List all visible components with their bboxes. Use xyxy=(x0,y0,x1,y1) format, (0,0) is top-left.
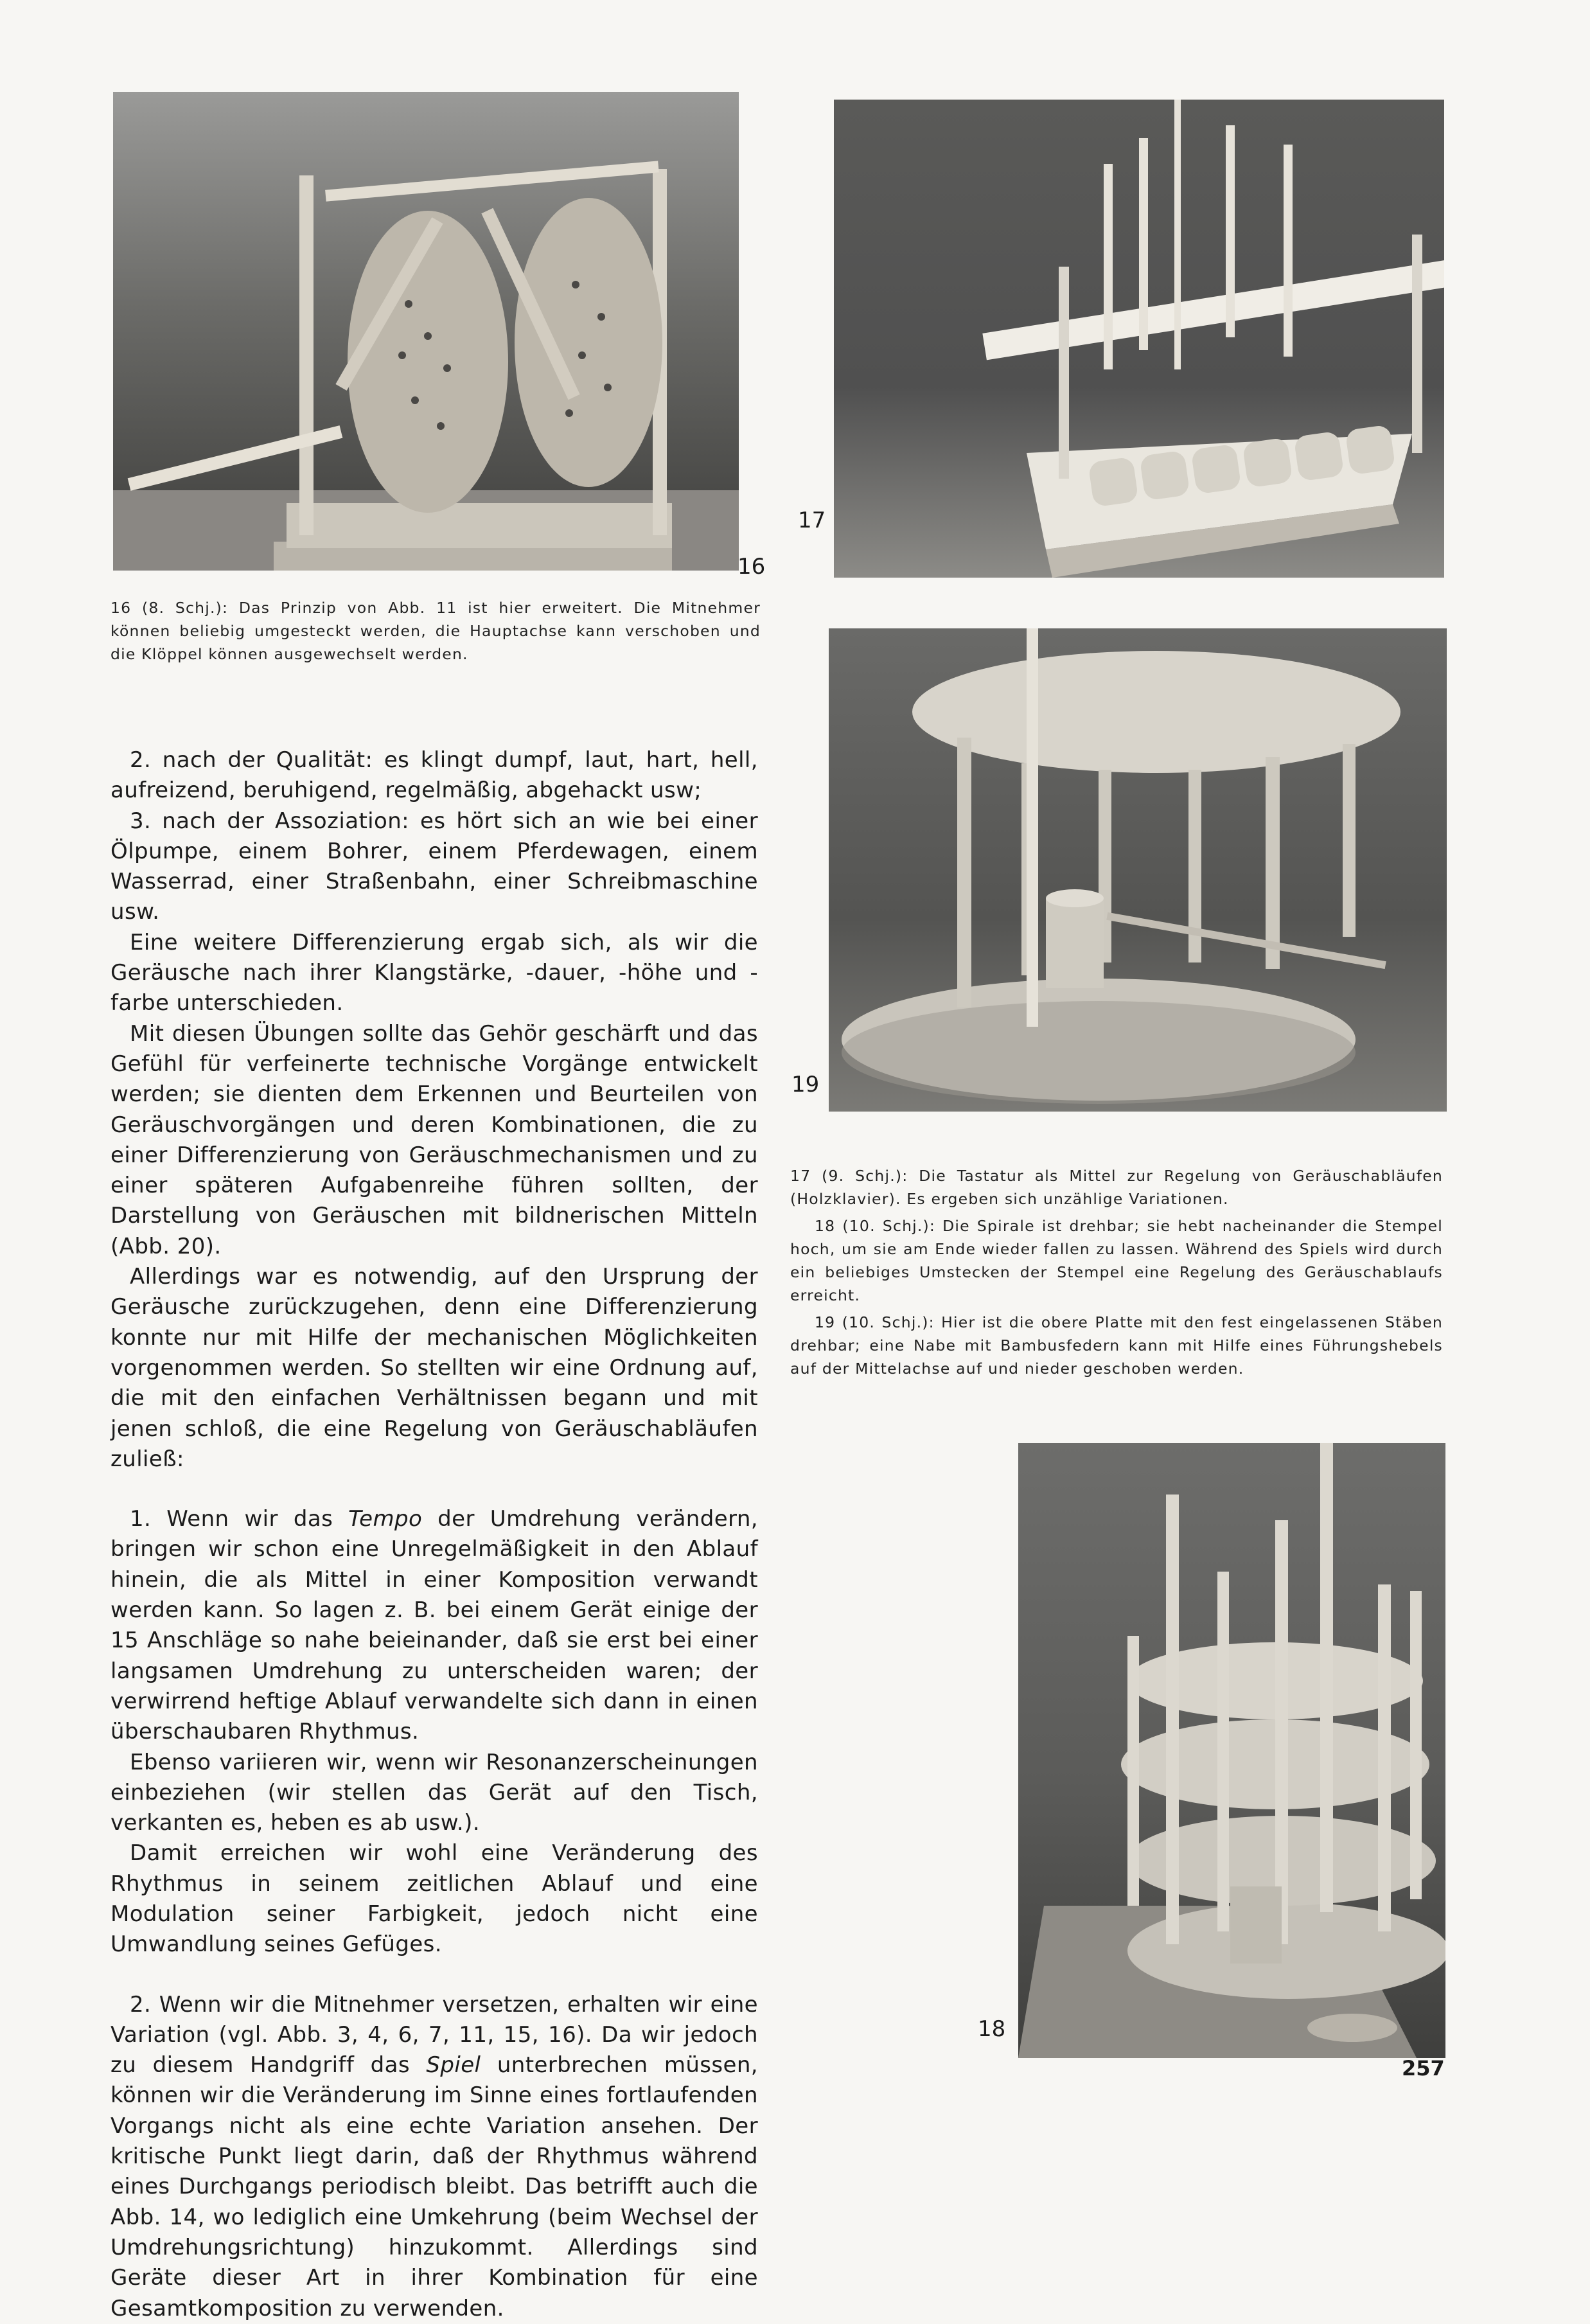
body-text xyxy=(110,745,758,2324)
body-paragraph: Ebenso variieren wir, wenn wir Resonanzerscheinungen einbeziehen (wir stellen das Gerät auf den Tisch, verkanten es, heben es ab usw.). xyxy=(110,1749,758,1836)
figure-18-caption: 18 (10. Schj.): Die Spirale ist drehbar; sie hebt nacheinander die Stempel hoch, um sie am Ende wieder fallen zu lassen. Während des Spiels wird durch ein beliebiges Umstecken der Stempel eine Regelung des Geräuschablaufs erreicht. xyxy=(790,1217,1443,1304)
tempo-emphasis: Tempo xyxy=(348,1506,423,1532)
figure-17-caption: 17 (9. Schj.): Die Tastatur als Mittel zur Regelung von Geräuschabläufen (Holzklavier). Es ergeben sich unzählige Variationen. xyxy=(790,1167,1443,1208)
figure-16-drawing xyxy=(113,92,739,571)
figure-16-caption xyxy=(110,596,761,666)
figure-16-caption-text: 16 (8. Schj.): Das Prinzip von Abb. 11 ist hier erweitert. Die Mitnehmer können beliebig umgesteckt werden, die Hauptachse kann verschoben und die Klöppel können ausgewechselt werden. xyxy=(110,599,761,663)
figure-19-drawing xyxy=(829,628,1447,1112)
figure-18-number: 18 xyxy=(978,2016,1006,2042)
spiel-emphasis: Spiel xyxy=(426,2052,481,2079)
figure-16-photo xyxy=(113,92,739,571)
body-paragraph: 3. nach der Assoziation: es hört sich an wie bei einer Ölpumpe, einem Bohrer, einem Pferdewagen, einem Wasserrad, einer Straßenbahn, einer Schreibmaschine usw. xyxy=(110,808,758,925)
figure-17-photo xyxy=(834,100,1444,578)
body-paragraph: 2. nach der Qualität: es klingt dumpf, laut, hart, hell, aufreizend, beruhigend, regelmäßig, abgehackt usw; xyxy=(110,747,758,804)
section-2-paragraph: 2. Wenn wir die Mitnehmer versetzen, erhalten wir eine Variation (vgl. Abb. 3, 4, 6, 7, 11, 15, 16). Da wir jedoch zu diesem Handgriff das Spiel unterbrechen müssen, können wir die Veränderung im Sinne eines fortlaufenden Vorgangs nicht als eine echte Variation ansehen. Der kritische Punkt liegt darin, daß der Rhythmus während eines Durchgangs periodisch bleibt. Das betrifft auch die Abb. 14, wo lediglich eine Umkehrung (beim Wechsel der Umdrehungsrichtung) hinzukommt. Allerdings sind Geräte dieser Art in ihrer Kombination für eine Gesamtkomposition zu verwenden. xyxy=(110,1991,758,2321)
body-paragraph: Eine weitere Differenzierung ergab sich, als wir die Geräusche nach ihrer Klangstärke, -dauer, -höhe und -farbe unterschieden. xyxy=(110,929,758,1016)
figure-19-photo xyxy=(829,628,1447,1112)
captions-right-column xyxy=(790,1164,1443,1380)
body-paragraph: Damit erreichen wir wohl eine Veränderung des Rhythmus in seinem zeitlichen Ablauf und eine Modulation seiner Farbigkeit, jedoch nicht eine Umwandlung seines Gefüges. xyxy=(110,1840,758,1958)
figure-19-number: 19 xyxy=(791,1072,820,1097)
body-paragraph: Mit diesen Übungen sollte das Gehör geschärft und das Gefühl für verfeinerte technische Vorgänge entwickelt werden; sie dienten dem Erkennen und Beurteilen von Geräuschvorgängen und deren Kombinationen, die zu einer Differenzierung von Geräuschmechanismen und zu einer späteren Aufgabenreihe führen sollten, der Darstellung von Geräuschen mit bildnerischen Mitteln (Abb. 20). xyxy=(110,1020,758,1259)
page-number: 257 xyxy=(1402,2056,1445,2080)
figure-17-drawing xyxy=(834,100,1444,578)
figure-19-caption: 19 (10. Schj.): Hier ist die obere Platte mit den fest eingelassenen Stäben drehbar; eine Nabe mit Bambusfedern kann mit Hilfe eines Führungshebels auf der Mittelachse auf und nieder geschoben werden. xyxy=(790,1313,1443,1378)
body-paragraph: Allerdings war es notwendig, auf den Ursprung der Geräusche zurückzugehen, denn eine Differenzierung konnte nur mit Hilfe der mechanischen Möglichkeiten vorgenommen werden. So stellten wir eine Ordnung auf, die mit den einfachen Verhältnissen begann und mit jenen schloß, die eine Regelung von Geräuschabläufen zuließ: xyxy=(110,1264,758,1472)
figure-17-number: 17 xyxy=(798,508,826,533)
figure-18-drawing xyxy=(1018,1443,1445,2058)
section-1-paragraph: 1. Wenn wir das Tempo der Umdrehung verändern, bringen wir schon eine Unregelmäßigkeit in den Ablauf hinein, die als Mittel in einer Komposition verwandt werden kann. So lagen z. B. bei einem Gerät einige der 15 Anschläge so nahe beieinander, daß sie erst bei einer langsamen Umdrehung zu unterscheiden waren; der verwirrend heftige Ablauf verwandelte sich dann in einen überschaubaren Rhythmus. xyxy=(110,1506,758,1745)
figure-18-photo xyxy=(1018,1443,1445,2058)
figure-16-number: 16 xyxy=(738,554,766,580)
